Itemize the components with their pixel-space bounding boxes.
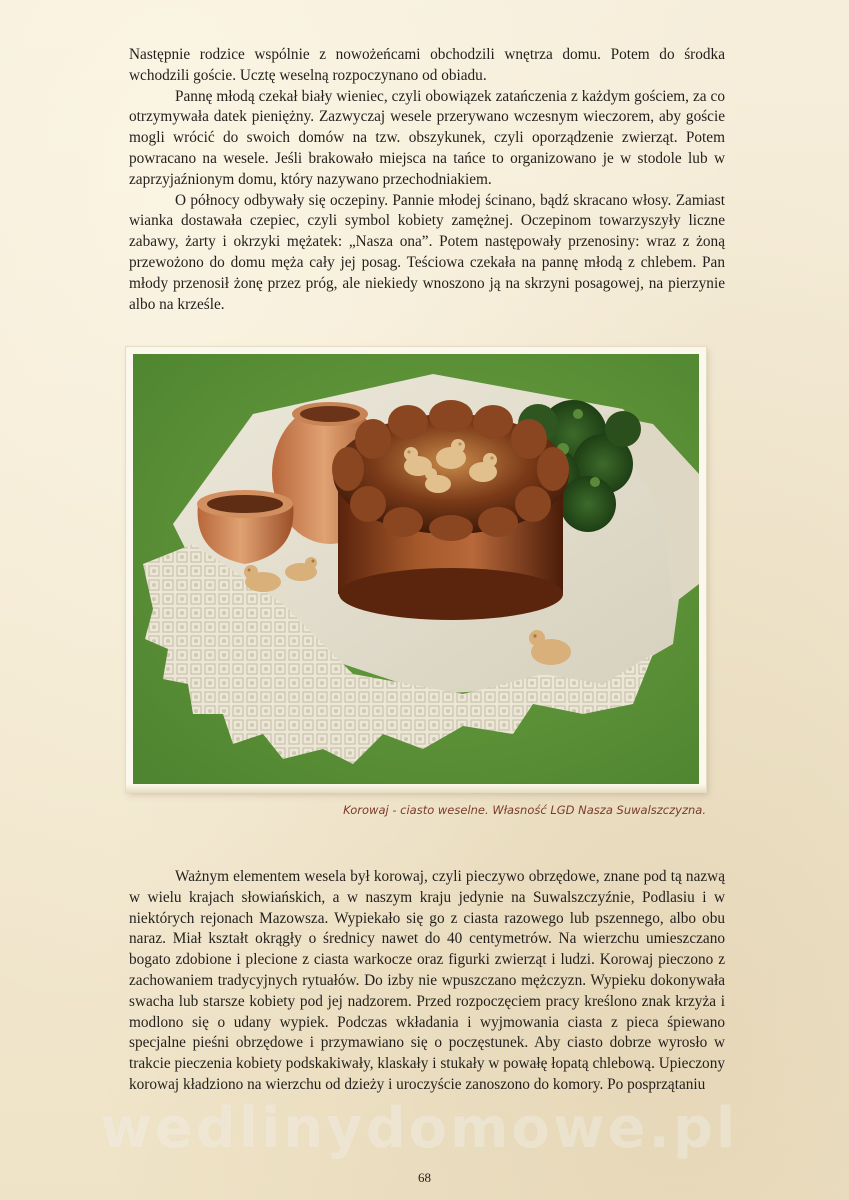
frame-shade (126, 784, 706, 792)
paragraph: Pannę młodą czekał biały wieniec, czyli obowiązek zatańczenia z każdym gościem, za co otrzymywała datek pieniężny. Zazwyczaj wesele przerywano wczesnym wieczorem, aby goście mogli wrócić do swoich domów na tzw. obszykunek, czyli oporządzenie zwierząt. Potem powracano na wesele. Jeśli brakowało miejsca na tańce to organizowano je w stodole lub w zaprzyjaźnionym domu, który nazywano przechodniakiem. (129, 87, 725, 188)
photo-frame (126, 347, 706, 792)
paragraph: Następnie rodzice wspólnie z nowożeńcami obchodzili wnętrza domu. Potem do środka wchodzili goście. Ucztę weselną rozpoczynano od obiadu. (129, 46, 725, 84)
watermark: wedlinydomowe.pl (100, 1096, 739, 1161)
photo-caption: Korowaj - ciasto weselne. Własność LGD Nasza Suwalszczyzna. (343, 803, 706, 817)
korowaj-photo (133, 354, 699, 785)
paragraph: O północy odbywały się oczepiny. Pannie młodej ścinano, bądź skracano włosy. Zamiast wianka dostawała czepiec, czyli symbol kobiety zamężnej. Oczepinom towarzyszyły liczne zabawy, żarty i okrzyki mężatek: „Nasza ona”. Potem następowały przenosiny: wraz z żoną przewożono do domu męża cały jej posag. Teściowa czekała na pannę młodą z chlebem. Pan młody przenosił żonę przez próg, ale niekiedy wnoszono ją na skrzyni posagowej, na pierzynie albo na krześle. (129, 191, 725, 313)
bottom-text-block (129, 867, 725, 1096)
top-text-block (129, 45, 725, 315)
page-number: 68 (418, 1170, 431, 1185)
paragraph: Ważnym elementem wesela był korowaj, czyli pieczywo obrzędowe, znane pod tą nazwą w wielu krajach słowiańskich, a w naszym kraju jedynie na Suwalszczyźnie, Podlasiu i w niektórych rejonach Mazowsza. Wypiekało się go z ciasta razowego lub pszennego, albo obu naraz. Miał kształt okrągły o średnicy nawet do 40 centymetrów. Na wierzchu umieszczano bogato zdobione i plecione z ciasta warkocze oraz figurki zwierząt i ludzi. Korowaj pieczono z zachowaniem tradycyjnych rytuałów. Do izby nie wpuszczano mężczyzn. Wypieku dokonywała swacha lub starsze kobiety pod jej nadzorem. Przed rozpoczęciem pracy kreślono znak krzyża i modlono się o udany wypiek. Podczas wkładania i wyjmowania ciasta z pieca śpiewano specjalne pieśni obrzędowe i przymawiano się o poczęstunek. Aby ciasto dobrze wyrosło w trakcie pieczenia kobiety podskakiwały, klaskały i stukały w powałę łopatą chlebową. Upieczony korowaj kładziono na wierzchu od dzieży i uroczyście zanoszono do komory. Po posprzątaniu (129, 868, 725, 1093)
